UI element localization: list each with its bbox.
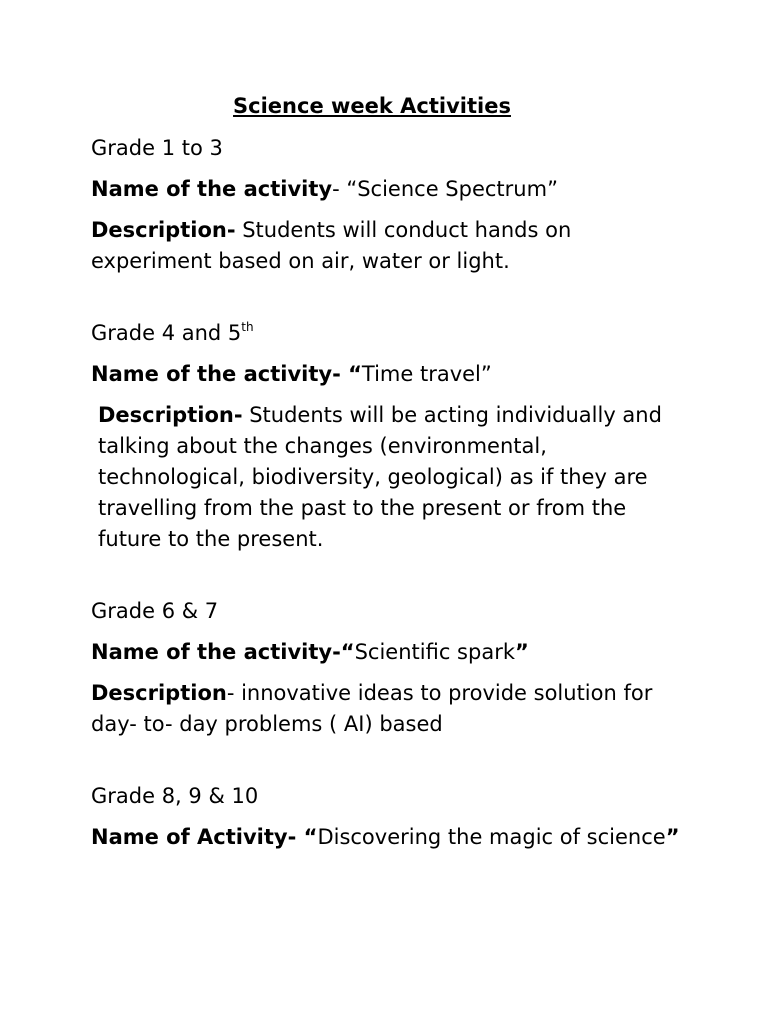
grade-superscript: th xyxy=(241,320,254,334)
grade-heading: Grade 8, 9 & 10 xyxy=(91,784,259,808)
spacer xyxy=(91,565,691,596)
description-text: Students will be acting individually and talking about the changes (environmental, technological, biodiversity, geological) as if they are travelling from the past to the present or from the future to the present. xyxy=(98,403,662,551)
document-page xyxy=(91,91,691,863)
activity-name-close-quote: ” xyxy=(665,825,680,849)
activity-name-separator: - xyxy=(332,177,347,201)
activity-name-label: Name of Activity- “ xyxy=(91,825,318,849)
grade-heading xyxy=(91,318,691,349)
activity-name-value: Scientific spark xyxy=(354,640,515,664)
activity-name-line xyxy=(91,359,691,390)
description-label: Description- xyxy=(91,218,236,242)
activity-name-line xyxy=(91,174,691,205)
description-text: Students will conduct hands on experiment based on air, water or light. xyxy=(91,218,572,273)
activity-name-value: Time travel” xyxy=(361,362,492,386)
activity-name-line xyxy=(91,637,691,668)
description-line xyxy=(91,215,691,277)
activity-name-line xyxy=(91,822,691,853)
grade-heading-text: Grade 4 and 5 xyxy=(91,321,242,345)
spacer xyxy=(91,287,691,318)
activity-name-value: “Science Spectrum” xyxy=(346,177,558,201)
activity-name-label: Name of the activity-“ xyxy=(91,640,355,664)
activity-name-label: Name of the activity xyxy=(91,177,333,201)
description-line xyxy=(91,678,691,740)
grade-heading: Grade 1 to 3 xyxy=(91,136,223,160)
spacer xyxy=(91,750,691,781)
activity-name-label: Name of the activity- “ xyxy=(91,362,362,386)
activity-name-value: Discovering the magic of science xyxy=(317,825,666,849)
activity-name-close-quote: ” xyxy=(515,640,529,664)
document-title: Science week Activities xyxy=(233,94,511,118)
description-label: Description xyxy=(91,681,227,705)
description-label: Description- xyxy=(98,403,243,427)
grade-heading: Grade 6 & 7 xyxy=(91,599,219,623)
description-line xyxy=(91,400,691,555)
description-text: - innovative ideas to provide solution for day- to- day problems ( AI) based xyxy=(91,681,653,736)
